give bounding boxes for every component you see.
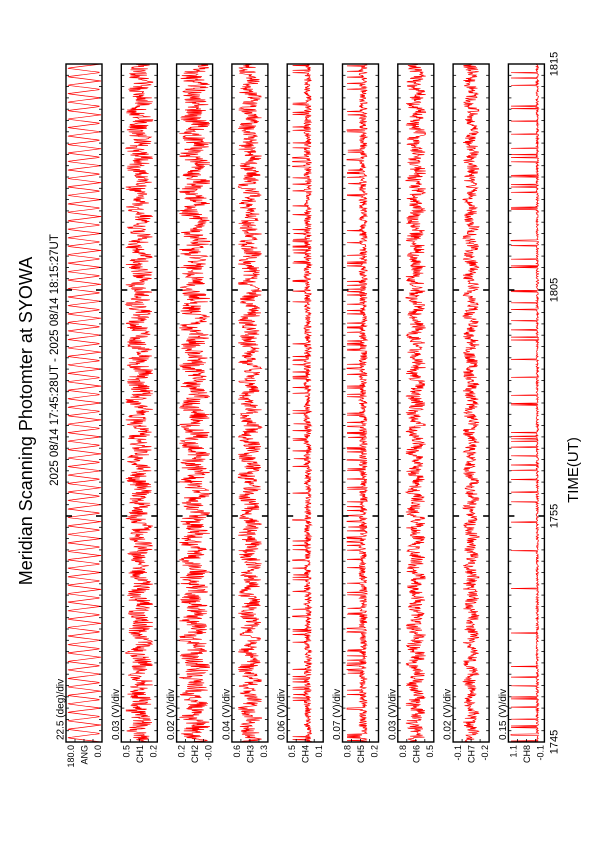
series-line-ch3 — [238, 64, 261, 742]
y-tick-label-max: 0.8 — [397, 745, 408, 758]
channel-label: CH2 — [190, 745, 201, 764]
series-line-ch5 — [347, 64, 367, 742]
panel-frame — [66, 64, 102, 742]
panel-scale-label: 0.07 (V)/div — [332, 688, 343, 740]
y-tick-label-min: -0.0 — [203, 745, 214, 761]
y-tick-label-max: -0.1 — [453, 745, 464, 761]
panel-ch3 — [221, 64, 269, 763]
y-tick-label-max: 180.0 — [66, 745, 76, 768]
x-tick-label: 1755 — [548, 503, 561, 529]
panel-scale-label: 0.15 (V)/div — [497, 688, 509, 740]
panel-ch6 — [387, 64, 435, 763]
channel-label: CH8 — [521, 745, 532, 764]
panel-ch5 — [332, 64, 380, 763]
y-tick-label-min: -0.2 — [480, 745, 491, 761]
y-tick-label-max: 0.2 — [176, 745, 187, 758]
series-line-ch8 — [511, 64, 539, 742]
y-tick-label-min: -0.1 — [535, 745, 546, 761]
channel-label: CH7 — [466, 745, 477, 764]
panel-ch8 — [498, 64, 546, 763]
series-line-ang — [68, 64, 101, 742]
y-tick-label-max: 0.8 — [342, 745, 353, 758]
series-line-ch6 — [406, 64, 426, 742]
x-tick-labels — [548, 52, 560, 754]
series-line-ch7 — [463, 64, 479, 742]
channel-label: ANG — [79, 745, 90, 765]
y-tick-label-min: 0.2 — [148, 745, 159, 758]
panel-scale-label: 0.06 (V)/div — [276, 688, 288, 740]
y-tick-label-min: 0.2 — [369, 745, 380, 758]
series-line-ch1 — [126, 64, 153, 742]
series-line-ch4 — [293, 64, 312, 742]
panel-scale-label: 0.02 (V)/div — [442, 688, 454, 740]
channel-label: CH5 — [356, 745, 366, 764]
panel-ch4 — [277, 64, 325, 763]
panel-scale-label: 0.04 (V)/div — [221, 688, 233, 740]
y-tick-label-max: 0.5 — [287, 745, 298, 758]
y-tick-label-max: 0.5 — [121, 745, 132, 758]
x-tick-label: 1805 — [548, 277, 561, 303]
panel-ch2 — [166, 64, 214, 763]
channel-label: CH4 — [300, 745, 311, 764]
panel-scale-label: 22.5 (deg)/div — [55, 678, 67, 740]
series-line-ch2 — [179, 64, 210, 742]
channel-label: CH1 — [134, 745, 145, 764]
panels — [56, 64, 546, 768]
panel-scale-label: 0.02 (V)/div — [166, 688, 178, 740]
channel-label: CH6 — [411, 745, 422, 764]
x-tick-label: 1815 — [548, 51, 561, 77]
y-tick-label-min: 0.3 — [258, 745, 269, 758]
panel-frame — [343, 64, 379, 742]
panel-ch1 — [111, 64, 159, 763]
chart-title: Meridian Scanning Photomter at SYOWA — [16, 256, 36, 586]
y-tick-label-min: 0.0 — [93, 745, 103, 758]
x-axis-label: TIME(UT) — [565, 437, 582, 503]
panel-ang — [56, 64, 104, 768]
chart-time-range: 2025 08/14 17:45:28UT - 2025 08/14 18:15:27UT — [49, 234, 61, 486]
panel-scale-label: 0.03 (V)/div — [110, 688, 122, 740]
y-tick-label-max: 1.1 — [508, 745, 519, 758]
panel-scale-label: 0.03 (V)/div — [387, 688, 399, 740]
y-tick-label-min: 0.5 — [424, 745, 435, 758]
y-tick-label-min: 0.1 — [314, 745, 325, 758]
panel-ch7 — [443, 64, 491, 763]
y-tick-label-max: 0.6 — [231, 745, 242, 758]
channel-label: CH3 — [245, 745, 256, 764]
x-tick-label: 1745 — [548, 729, 561, 755]
